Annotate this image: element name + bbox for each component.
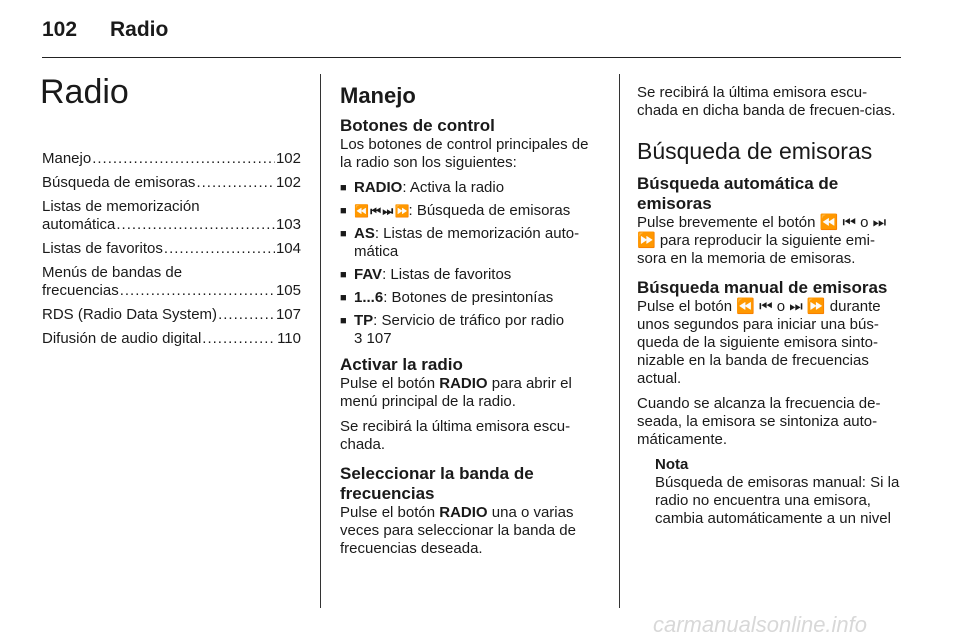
list-item: ■ ⏪ ⏮ ⏭ ⏩: Búsqueda de emisoras	[340, 202, 571, 219]
paragraph: Los botones de control principales de la radio son los siguientes:	[340, 136, 589, 171]
toc	[42, 150, 301, 354]
section-heading-busqueda: Búsqueda de emisoras	[637, 138, 873, 164]
note-title: Nota	[655, 456, 689, 473]
toc-entry-rds[interactable]: RDS (Radio Data System) ..... 107	[42, 306, 301, 324]
bullet-icon: ■	[340, 228, 347, 240]
header-section: Radio	[110, 18, 169, 41]
column-divider	[619, 74, 620, 608]
list-item: ■ AS: Listas de memorización auto-mática	[340, 225, 580, 260]
note-text: Búsqueda de emisoras manual: Si la radio no encuentra una emisora, cambia automáticamente a un nivel	[655, 474, 900, 527]
column-right	[637, 84, 902, 535]
running-header	[42, 18, 168, 42]
list-item: ■ TP: Servicio de tráfico por radio 3 107	[340, 312, 565, 347]
bullet-icon: ■	[340, 315, 347, 327]
column-divider	[320, 74, 321, 608]
bullet-icon: ■	[340, 182, 347, 194]
watermark: carmanualsonline.info	[653, 612, 868, 637]
list-item: ■ 1...6: Botones de presintonías	[340, 289, 554, 306]
paragraph: Se recibirá la última emisora escu-chada.	[340, 418, 571, 453]
paragraph: Pulse el botón RADIO una o varias veces para seleccionar la banda de frecuencias deseada.	[340, 504, 576, 557]
subheading-manual: Búsqueda manual de emisoras	[637, 278, 888, 297]
toc-entry-bandas[interactable]: Menús de bandas de frecuencias ..... 105	[42, 264, 301, 300]
toc-entry-favoritos[interactable]: Listas de favoritos ..... 104	[42, 240, 301, 258]
control-list	[340, 179, 602, 348]
paragraph: Pulse el botón ⏪ ⏮ o ⏭ ⏩ durante unos segundos para iniciar una bús-queda de la siguiente emisora sinto-nizable en la banda de frecuencias actual.	[637, 298, 881, 387]
note-box	[655, 456, 902, 528]
header-rule	[42, 57, 901, 58]
paragraph: Cuando se alcanza la frecuencia de-seada, la emisora se sintoniza auto-máticamente.	[637, 395, 881, 448]
page-number: 102	[42, 18, 78, 41]
paragraph: Pulse el botón RADIO para abrir el menú principal de la radio.	[340, 375, 572, 410]
toc-entry-listas-memorizacion[interactable]: Listas de memorización automática ..... 103	[42, 198, 301, 234]
chapter-title: Radio	[40, 73, 129, 111]
subheading-seleccionar: Seleccionar la banda de frecuencias	[340, 464, 534, 503]
subheading-activar: Activar la radio	[340, 355, 463, 374]
subheading-auto: Búsqueda automática de emisoras	[637, 174, 839, 213]
subheading-botones: Botones de control	[340, 116, 495, 135]
bullet-icon: ■	[340, 269, 347, 281]
seek-buttons-icon: ⏪ ⏮ ⏭ ⏩	[354, 204, 409, 218]
list-item: ■ RADIO: Activa la radio	[340, 179, 505, 196]
list-item: ■ FAV: Listas de favoritos	[340, 266, 512, 283]
toc-entry-dab[interactable]: Difusión de audio digital ..... 110	[42, 330, 301, 348]
paragraph: Se recibirá la última emisora escu-chada en dicha banda de frecuen-cias.	[637, 84, 896, 119]
section-heading-manejo: Manejo	[340, 83, 416, 108]
page-reference-link[interactable]: 3 107	[354, 330, 392, 347]
column-middle	[340, 84, 602, 565]
bullet-icon: ■	[340, 205, 347, 217]
toc-entry-manejo[interactable]: Manejo ..... 102	[42, 150, 301, 168]
paragraph: Pulse brevemente el botón ⏪ ⏮ o ⏭ ⏩ para reproducir la siguiente emi-sora en la memoria de emisoras.	[637, 214, 887, 267]
bullet-icon: ■	[340, 292, 347, 304]
toc-entry-busqueda[interactable]: Búsqueda de emisoras ..... 102	[42, 174, 301, 192]
